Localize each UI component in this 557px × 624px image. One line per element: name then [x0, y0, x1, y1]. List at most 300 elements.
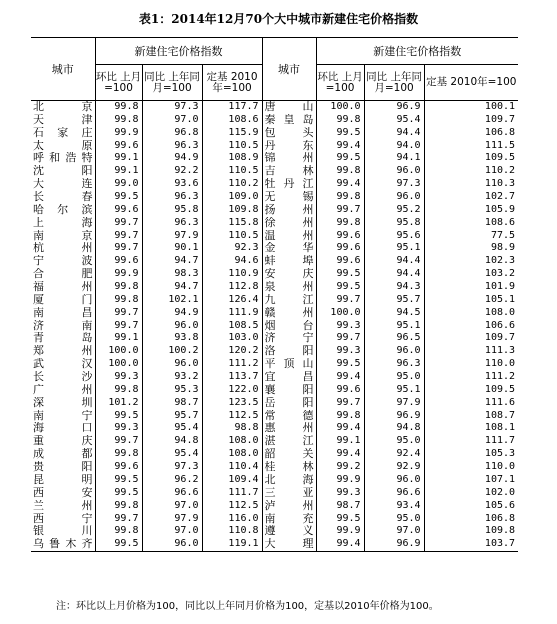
mom-left-cell: 99.8 [95, 101, 142, 114]
mom-left-cell: 99.1 [95, 165, 142, 178]
mom-left-cell: 99.6 [95, 461, 142, 474]
mom-left-cell: 99.7 [95, 307, 142, 320]
mom-left-cell: 99.8 [95, 500, 142, 513]
city-right-cell: 济宁 [262, 332, 316, 345]
city-right-cell: 安庆 [262, 268, 316, 281]
base-right-cell: 108.1 [424, 422, 518, 435]
table-row [31, 371, 518, 384]
table-row [31, 397, 518, 410]
city-left-cell: 厦门 [33, 293, 93, 306]
yoy-right-cell: 96.3 [364, 358, 424, 371]
base-right-cell: 107.1 [424, 474, 518, 487]
mom-left-cell: 99.6 [95, 255, 142, 268]
city-left-cell: 乌鲁木齐 [31, 538, 95, 551]
group-header-right: 新建住宅价格指数 [316, 38, 518, 65]
city-right-cell: 烟台 [262, 320, 316, 333]
table-row [31, 217, 518, 230]
col-mom-left: 环比 上月=100 [95, 65, 142, 101]
mom-left-cell: 100.0 [95, 358, 142, 371]
yoy-right-cell: 94.8 [364, 422, 424, 435]
yoy-right-cell: 95.1 [364, 320, 424, 333]
base-left-cell: 110.5 [202, 230, 262, 243]
mom-left-cell: 99.3 [95, 371, 142, 384]
base-right-cell: 105.9 [424, 204, 518, 217]
city-right-cell: 包头 [262, 127, 316, 140]
table-row [31, 435, 518, 448]
mom-left-cell: 99.5 [95, 538, 142, 551]
city-left-cell: 海口 [33, 422, 93, 435]
yoy-right-cell: 94.3 [364, 281, 424, 294]
yoy-left-cell: 95.4 [142, 448, 202, 461]
yoy-left-cell: 97.0 [142, 525, 202, 538]
yoy-left-cell: 94.7 [142, 255, 202, 268]
price-index-table [31, 37, 518, 552]
city-left-cell: 宁波 [33, 255, 93, 268]
table-row [31, 513, 518, 526]
city-right-cell: 金华 [262, 242, 316, 255]
base-left-cell: 110.4 [202, 461, 262, 474]
col-mom-right: 环比 上月=100 [316, 65, 364, 101]
yoy-left-cell: 97.0 [142, 114, 202, 127]
base-left-cell: 108.9 [202, 152, 262, 165]
mom-left-cell: 99.9 [95, 268, 142, 281]
mom-right-cell: 99.8 [316, 191, 364, 204]
mom-right-cell: 100.0 [316, 101, 364, 114]
yoy-left-cell: 96.0 [142, 358, 202, 371]
city-left-cell: 沈阳 [33, 165, 93, 178]
yoy-left-cell: 94.9 [142, 152, 202, 165]
yoy-right-cell: 97.0 [364, 525, 424, 538]
city-right-cell: 平顶山 [262, 358, 316, 371]
col-yoy-right: 同比 上年同月=100 [364, 65, 424, 101]
mom-right-cell: 99.7 [316, 204, 364, 217]
city-header-right: 城市 [262, 38, 316, 101]
yoy-left-cell: 96.3 [142, 217, 202, 230]
table-row [31, 487, 518, 500]
city-left-cell: 广州 [33, 383, 93, 396]
city-right-cell: 洛阳 [262, 345, 316, 358]
base-left-cell: 94.6 [202, 255, 262, 268]
yoy-right-cell: 96.9 [364, 101, 424, 114]
base-right-cell: 105.6 [424, 500, 518, 513]
yoy-right-cell: 94.4 [364, 268, 424, 281]
mom-left-cell: 99.7 [95, 513, 142, 526]
mom-left-cell: 99.7 [95, 217, 142, 230]
mom-right-cell: 99.6 [316, 384, 364, 397]
mom-right-cell: 99.5 [316, 513, 364, 526]
city-left-cell: 贵阳 [33, 461, 93, 474]
city-right-cell: 秦皇岛 [262, 114, 316, 127]
base-right-cell: 106.8 [424, 127, 518, 140]
mom-left-cell: 99.7 [95, 242, 142, 255]
yoy-right-cell: 94.4 [364, 127, 424, 140]
table-row [31, 410, 518, 423]
base-right-cell: 111.6 [424, 397, 518, 410]
base-right-cell: 108.0 [424, 307, 518, 320]
yoy-right-cell: 93.4 [364, 500, 424, 513]
yoy-left-cell: 97.0 [142, 500, 202, 513]
base-right-cell: 111.5 [424, 140, 518, 153]
city-left-cell: 兰州 [33, 499, 93, 512]
base-left-cell: 120.2 [202, 345, 262, 358]
mom-left-cell: 99.1 [95, 332, 142, 345]
base-left-cell: 112.5 [202, 410, 262, 423]
yoy-right-cell: 95.0 [364, 513, 424, 526]
footnote: 注：环比以上月价格为100，同比以上年同月价格为100，定基以2010年价格为100。 [56, 601, 439, 612]
yoy-right-cell: 95.0 [364, 435, 424, 448]
mom-right-cell: 99.4 [316, 371, 364, 384]
table-row [31, 384, 518, 397]
base-left-cell: 122.0 [202, 384, 262, 397]
table-row [31, 255, 518, 268]
mom-right-cell: 99.4 [316, 178, 364, 191]
base-right-cell: 111.2 [424, 371, 518, 384]
yoy-right-cell: 96.0 [364, 191, 424, 204]
base-right-cell: 101.9 [424, 281, 518, 294]
yoy-right-cell: 97.3 [364, 178, 424, 191]
city-header-left: 城市 [31, 38, 95, 101]
mom-right-cell: 99.3 [316, 320, 364, 333]
base-right-cell: 102.7 [424, 191, 518, 204]
base-right-cell: 103.2 [424, 268, 518, 281]
mom-right-cell: 99.8 [316, 114, 364, 127]
mom-left-cell: 99.7 [95, 230, 142, 243]
city-left-cell: 杭州 [33, 242, 93, 255]
city-left-cell: 天津 [33, 113, 93, 126]
table-row [31, 461, 518, 474]
yoy-right-cell: 96.9 [364, 410, 424, 423]
yoy-right-cell: 96.0 [364, 165, 424, 178]
table-row [31, 538, 518, 551]
yoy-right-cell: 92.9 [364, 461, 424, 474]
mom-left-cell: 100.0 [95, 345, 142, 358]
yoy-left-cell: 96.0 [142, 320, 202, 333]
city-right-cell: 九江 [262, 294, 316, 307]
city-left-cell: 郑州 [33, 345, 93, 358]
base-right-cell: 111.7 [424, 435, 518, 448]
table-row [31, 320, 518, 333]
base-left-cell: 116.0 [202, 513, 262, 526]
city-left-cell: 昆明 [33, 473, 93, 486]
base-right-cell: 106.8 [424, 513, 518, 526]
mom-right-cell: 99.4 [316, 448, 364, 461]
mom-right-cell: 99.3 [316, 487, 364, 500]
city-right-cell: 牡丹江 [262, 178, 316, 191]
mom-right-cell: 99.6 [316, 255, 364, 268]
yoy-left-cell: 97.9 [142, 513, 202, 526]
table-title: 表1：2014年12月70个大中城市新建住宅价格指数 [138, 12, 419, 26]
yoy-left-cell: 97.3 [142, 101, 202, 114]
base-right-cell: 109.7 [424, 114, 518, 127]
table-row [31, 474, 518, 487]
city-right-cell: 惠州 [262, 422, 316, 435]
city-left-cell: 西宁 [33, 512, 93, 525]
yoy-left-cell: 94.8 [142, 435, 202, 448]
mom-left-cell: 99.5 [95, 410, 142, 423]
yoy-left-cell: 94.7 [142, 281, 202, 294]
city-left-cell: 青岛 [33, 332, 93, 345]
yoy-left-cell: 90.1 [142, 242, 202, 255]
base-right-cell: 108.6 [424, 217, 518, 230]
base-left-cell: 111.7 [202, 487, 262, 500]
yoy-left-cell: 95.3 [142, 384, 202, 397]
mom-left-cell: 99.8 [95, 448, 142, 461]
base-left-cell: 110.9 [202, 268, 262, 281]
mom-right-cell: 100.0 [316, 307, 364, 320]
table-row [31, 127, 518, 140]
base-left-cell: 112.8 [202, 281, 262, 294]
mom-right-cell: 99.5 [316, 152, 364, 165]
mom-right-cell: 99.4 [316, 422, 364, 435]
mom-right-cell: 99.8 [316, 217, 364, 230]
city-left-cell: 上海 [33, 216, 93, 229]
yoy-right-cell: 96.0 [364, 345, 424, 358]
mom-right-cell: 99.9 [316, 474, 364, 487]
mom-left-cell: 99.7 [95, 435, 142, 448]
yoy-left-cell: 97.3 [142, 461, 202, 474]
city-left-cell: 武汉 [33, 358, 93, 371]
table-row [31, 165, 518, 178]
base-left-cell: 109.8 [202, 204, 262, 217]
city-right-cell: 赣州 [262, 307, 316, 320]
base-left-cell: 108.5 [202, 320, 262, 333]
base-left-cell: 108.6 [202, 114, 262, 127]
city-left-cell: 南宁 [33, 409, 93, 422]
yoy-left-cell: 93.8 [142, 332, 202, 345]
mom-right-cell: 99.5 [316, 268, 364, 281]
yoy-right-cell: 95.7 [364, 294, 424, 307]
city-right-cell: 大理 [262, 538, 316, 551]
base-right-cell: 109.5 [424, 384, 518, 397]
mom-right-cell: 99.2 [316, 461, 364, 474]
mom-left-cell: 99.5 [95, 487, 142, 500]
city-left-cell: 大连 [33, 178, 93, 191]
yoy-right-cell: 95.0 [364, 371, 424, 384]
base-left-cell: 109.4 [202, 474, 262, 487]
base-right-cell: 98.9 [424, 242, 518, 255]
city-right-cell: 常德 [262, 410, 316, 423]
base-left-cell: 103.0 [202, 332, 262, 345]
mom-left-cell: 99.6 [95, 140, 142, 153]
city-left-cell: 北京 [33, 100, 93, 113]
mom-right-cell: 99.5 [316, 281, 364, 294]
city-right-cell: 锦州 [262, 152, 316, 165]
city-right-cell: 唐山 [262, 101, 316, 114]
yoy-right-cell: 96.6 [364, 487, 424, 500]
city-left-cell: 南京 [33, 229, 93, 242]
table-row [31, 332, 518, 345]
city-right-cell: 韶关 [262, 448, 316, 461]
city-left-cell: 济南 [33, 319, 93, 332]
mom-right-cell: 99.7 [316, 332, 364, 345]
base-left-cell: 92.3 [202, 242, 262, 255]
mom-left-cell: 99.5 [95, 191, 142, 204]
base-left-cell: 110.2 [202, 178, 262, 191]
table-row [31, 230, 518, 243]
city-right-cell: 桂林 [262, 461, 316, 474]
city-right-cell: 北海 [262, 474, 316, 487]
base-right-cell: 106.6 [424, 320, 518, 333]
mom-left-cell: 99.5 [95, 474, 142, 487]
base-right-cell: 110.3 [424, 178, 518, 191]
mom-left-cell: 99.3 [95, 422, 142, 435]
table-row [31, 140, 518, 153]
base-left-cell: 126.4 [202, 294, 262, 307]
base-right-cell: 103.7 [424, 538, 518, 551]
mom-left-cell: 99.8 [95, 525, 142, 538]
base-left-cell: 123.5 [202, 397, 262, 410]
mom-right-cell: 99.4 [316, 140, 364, 153]
city-left-cell: 重庆 [33, 435, 93, 448]
yoy-left-cell: 93.6 [142, 178, 202, 191]
yoy-left-cell: 96.2 [142, 474, 202, 487]
mom-left-cell: 99.1 [95, 152, 142, 165]
col-base-left: 定基 2010年=100 [202, 65, 262, 101]
city-left-cell: 长春 [33, 191, 93, 204]
yoy-left-cell: 93.2 [142, 371, 202, 384]
yoy-left-cell: 102.1 [142, 294, 202, 307]
city-left-cell: 银川 [33, 525, 93, 538]
yoy-right-cell: 97.9 [364, 397, 424, 410]
base-left-cell: 108.0 [202, 448, 262, 461]
city-right-cell: 蚌埠 [262, 255, 316, 268]
table-row [31, 422, 518, 435]
yoy-left-cell: 98.7 [142, 397, 202, 410]
mom-left-cell: 99.0 [95, 178, 142, 191]
yoy-right-cell: 94.0 [364, 140, 424, 153]
city-left-cell: 深圳 [33, 396, 93, 409]
city-right-cell: 无锡 [262, 191, 316, 204]
city-right-cell: 泉州 [262, 281, 316, 294]
base-right-cell: 110.0 [424, 461, 518, 474]
mom-right-cell: 98.7 [316, 500, 364, 513]
mom-right-cell: 99.6 [316, 230, 364, 243]
city-right-cell: 遵义 [262, 525, 316, 538]
mom-left-cell: 99.7 [95, 320, 142, 333]
yoy-right-cell: 95.2 [364, 204, 424, 217]
city-right-cell: 襄阳 [262, 384, 316, 397]
city-right-cell: 温州 [262, 230, 316, 243]
mom-right-cell: 99.5 [316, 358, 364, 371]
base-left-cell: 111.9 [202, 307, 262, 320]
yoy-right-cell: 96.5 [364, 332, 424, 345]
base-left-cell: 98.8 [202, 422, 262, 435]
yoy-right-cell: 94.5 [364, 307, 424, 320]
city-right-cell: 扬州 [262, 204, 316, 217]
mom-left-cell: 99.8 [95, 114, 142, 127]
mom-right-cell: 99.8 [316, 410, 364, 423]
yoy-left-cell: 95.7 [142, 410, 202, 423]
table-row [31, 525, 518, 538]
yoy-right-cell: 96.0 [364, 474, 424, 487]
mom-right-cell: 99.7 [316, 294, 364, 307]
mom-right-cell: 99.1 [316, 435, 364, 448]
table-row [31, 191, 518, 204]
mom-right-cell: 99.7 [316, 397, 364, 410]
city-left-cell: 长沙 [33, 371, 93, 384]
table-row [31, 307, 518, 320]
base-right-cell: 102.3 [424, 255, 518, 268]
yoy-right-cell: 95.8 [364, 217, 424, 230]
mom-right-cell: 99.9 [316, 525, 364, 538]
city-right-cell: 岳阳 [262, 397, 316, 410]
yoy-right-cell: 94.4 [364, 255, 424, 268]
city-right-cell: 丹东 [262, 140, 316, 153]
mom-left-cell: 99.8 [95, 384, 142, 397]
table-row [31, 268, 518, 281]
table-row [31, 358, 518, 371]
city-left-cell: 南昌 [33, 306, 93, 319]
city-left-cell: 成都 [33, 448, 93, 461]
yoy-right-cell: 95.1 [364, 242, 424, 255]
base-right-cell: 110.0 [424, 358, 518, 371]
city-left-cell: 石家庄 [33, 126, 93, 139]
yoy-right-cell: 95.6 [364, 230, 424, 243]
col-base-right: 定基 2010年=100 [424, 65, 518, 101]
city-left-cell: 西安 [33, 486, 93, 499]
table-row [31, 448, 518, 461]
yoy-right-cell: 96.9 [364, 538, 424, 551]
group-header-left: 新建住宅价格指数 [95, 38, 262, 65]
yoy-right-cell: 95.4 [364, 114, 424, 127]
mom-right-cell: 99.6 [316, 242, 364, 255]
base-right-cell: 109.8 [424, 525, 518, 538]
city-left-cell: 太原 [33, 139, 93, 152]
base-left-cell: 110.5 [202, 165, 262, 178]
yoy-right-cell: 94.1 [364, 152, 424, 165]
table-row [31, 178, 518, 191]
yoy-right-cell: 95.1 [364, 384, 424, 397]
mom-left-cell: 101.2 [95, 397, 142, 410]
mom-left-cell: 99.8 [95, 294, 142, 307]
table-row [31, 294, 518, 307]
base-right-cell: 105.3 [424, 448, 518, 461]
yoy-left-cell: 92.2 [142, 165, 202, 178]
yoy-left-cell: 94.9 [142, 307, 202, 320]
base-left-cell: 111.2 [202, 358, 262, 371]
base-left-cell: 112.5 [202, 500, 262, 513]
base-left-cell: 119.1 [202, 538, 262, 551]
mom-left-cell: 99.9 [95, 127, 142, 140]
base-right-cell: 111.3 [424, 345, 518, 358]
mom-left-cell: 99.8 [95, 281, 142, 294]
yoy-left-cell: 95.8 [142, 204, 202, 217]
yoy-right-cell: 92.4 [364, 448, 424, 461]
city-right-cell: 徐州 [262, 217, 316, 230]
table-row [31, 345, 518, 358]
table-row [31, 500, 518, 513]
base-left-cell: 110.8 [202, 525, 262, 538]
base-right-cell: 77.5 [424, 230, 518, 243]
table-row [31, 242, 518, 255]
yoy-left-cell: 96.6 [142, 487, 202, 500]
table-row [31, 101, 518, 114]
city-right-cell: 宜昌 [262, 371, 316, 384]
base-right-cell: 110.2 [424, 165, 518, 178]
base-right-cell: 105.1 [424, 294, 518, 307]
yoy-left-cell: 96.0 [142, 538, 202, 551]
city-right-cell: 南充 [262, 513, 316, 526]
base-right-cell: 102.0 [424, 487, 518, 500]
yoy-left-cell: 97.9 [142, 230, 202, 243]
mom-left-cell: 99.6 [95, 204, 142, 217]
base-left-cell: 110.5 [202, 140, 262, 153]
mom-right-cell: 99.5 [316, 127, 364, 140]
base-left-cell: 113.7 [202, 371, 262, 384]
table-row [31, 152, 518, 165]
mom-right-cell: 99.3 [316, 345, 364, 358]
base-left-cell: 115.8 [202, 217, 262, 230]
